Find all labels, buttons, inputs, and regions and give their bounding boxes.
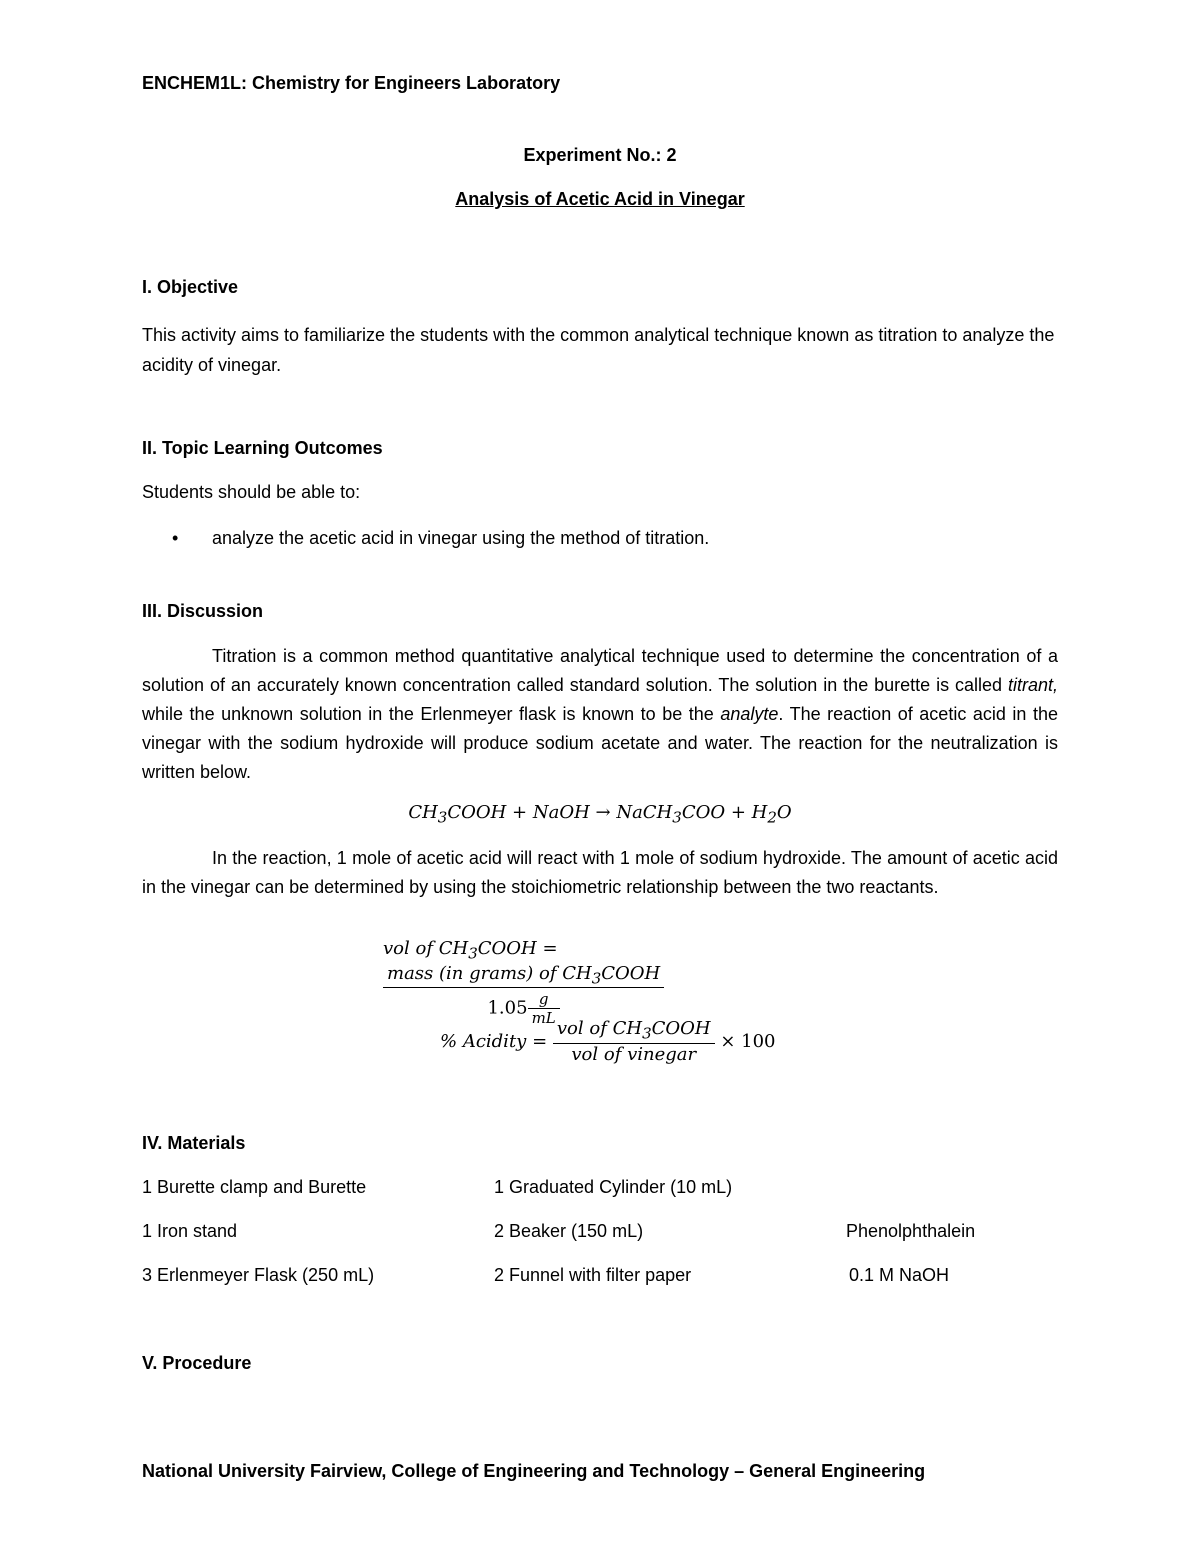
- material-item: 2 Funnel with filter paper: [494, 1265, 692, 1285]
- document-header: ENCHEM1L: Chemistry for Engineers Laboratory: [142, 73, 561, 93]
- material-item: 1 Iron stand: [142, 1221, 238, 1241]
- outcomes-heading: II. Topic Learning Outcomes: [142, 438, 383, 458]
- material-item: 2 Beaker (150 mL): [494, 1221, 644, 1241]
- objective-heading: I. Objective: [142, 277, 239, 297]
- document-footer: National University Fairview, College of Engineering and Technology – General Engineering: [142, 1461, 926, 1481]
- document-title: [0, 189, 1200, 210]
- experiment-number: Experiment No.: 2: [523, 145, 677, 165]
- material-item: 3 Erlenmeyer Flask (250 mL): [142, 1265, 375, 1285]
- volume-equation: vol of $CH_3COOH$ = mass (in grams) of $CH_3COOH$ 1.05 $\frac{g}{mL}$: [383, 938, 843, 1027]
- material-item: Phenolphthalein: [846, 1221, 976, 1241]
- acidity-fraction: $\frac{vol of CH_3COOH}{\text{vol of vinegar}}$: [553, 1018, 715, 1065]
- objective-text: This activity aims to familiarize the students with the common analytical technique known as titration to analyze the acidity of vinegar.: [142, 325, 1055, 375]
- discussion-heading: III. Discussion: [142, 601, 264, 621]
- discussion-paragraph-2: In the reaction, 1 mole of acetic acid will react with 1 mole of sodium hydroxide. The amount of acetic acid in the vinegar can be determined by using the stoichiometric relationship between the two reactants.: [142, 848, 1058, 897]
- title-text: Analysis of Acetic Acid in Vinegar: [455, 189, 745, 209]
- procedure-heading: V. Procedure: [142, 1353, 252, 1373]
- material-item: 0.1 M NaOH: [849, 1265, 950, 1285]
- term-titrant: titrant,: [1007, 675, 1058, 695]
- discussion-paragraph-1: Titration is a common method quantitative analytical technique used to determine the concentration of a solution of an accurately known concentration called standard solution. The solution in the burette is called titrant, while the unknown solution in the Erlenmeyer flask is known to be the analyte. The reaction of acetic acid in the vinegar with the sodium hydroxide will produce sodium acetate and water. The reaction for the neutralization is written below.: [142, 646, 1058, 782]
- acidity-equation: % Acidity = $\frac{vol of CH_3COOH}{\text{vol of vinegar}}$ × 100: [440, 1018, 776, 1065]
- reaction-equation: $CH_3COOH$ + NaOH → NaCH$_3$COO + $H_2O$: [408, 802, 792, 827]
- material-item: 1 Graduated Cylinder (10 mL): [494, 1177, 733, 1197]
- materials-heading: IV. Materials: [142, 1133, 246, 1153]
- volume-fraction: mass (in grams) of $CH_3COOH$ 1.05 $\frac{g}{mL}$: [383, 963, 664, 1028]
- material-item: 1 Burette clamp and Burette: [142, 1177, 367, 1197]
- term-analyte: analyte: [720, 704, 779, 724]
- bullet-icon: •: [172, 528, 179, 548]
- outcome-item: analyze the acetic acid in vinegar using the method of titration.: [212, 528, 710, 548]
- outcomes-intro: Students should be able to:: [142, 482, 361, 502]
